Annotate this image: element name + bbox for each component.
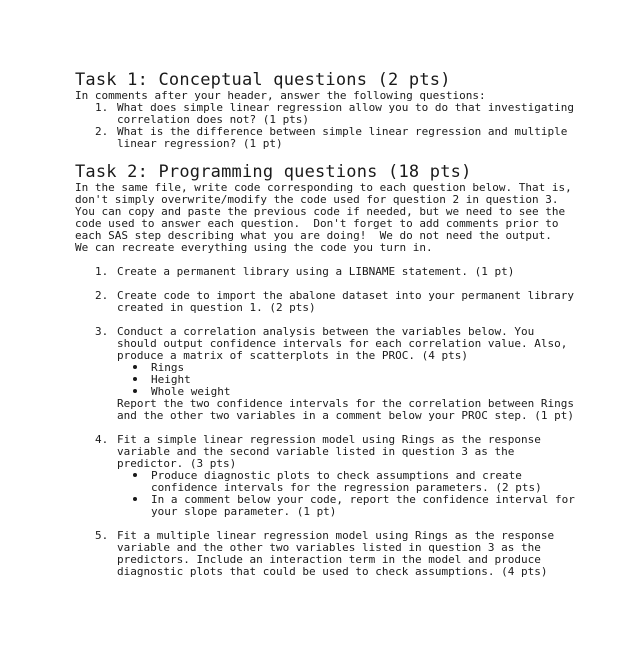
bullet-dot-icon (133, 389, 137, 393)
item-text: Fit a multiple linear regression model using Rings as the response variable and the other two variables listed in question 3 as the predictors. Include an interaction term in the model and produce diagnostic plots that could be used to check assumptions. (4 pts) (117, 529, 555, 578)
task2-intro: In the same file, write code corresponding to each question below. That is, don't simply overwrite/modify the code used for question 2 in question 3. You can copy and paste the previous code if needed, but we need to see the code used to answer each question. Don't forget to add comments prior to each SAS step describing what you are doing! We do not need the output. We can recreate everything using the code you turn in. (75, 181, 579, 254)
item-number: 4. (95, 433, 109, 446)
bullet-item: In a comment below your code, report the confidence interval for your slope parameter. (1 pt) (117, 494, 575, 518)
task2-item (75, 290, 575, 314)
task1-intro: In comments after your header, answer the following questions: (75, 89, 486, 102)
task1-question (75, 102, 575, 126)
item-text: Fit a simple linear regression model using Rings as the response variable and the second variable listed in question 3 as the predictor. (3 pts) (117, 433, 541, 470)
task2-item-list (75, 266, 575, 578)
bullet-item: Height (117, 374, 575, 386)
item-text: Conduct a correlation analysis between the variables below. You should output confidence intervals for each correlation value. Also, produce a matrix of scatterplots in the PROC. (4 pts) (117, 325, 568, 362)
bullet-dot-icon (133, 497, 137, 501)
question-number: 1. (95, 101, 109, 114)
item-number: 5. (95, 529, 109, 542)
task1-question-list (75, 102, 575, 150)
task1-question (75, 126, 575, 150)
item-followup-text: Report the two confidence intervals for the correlation between Rings and the other two variables in a comment below your PROC step. (1 pt) (117, 397, 574, 422)
document-page (75, 70, 579, 578)
bullet-dot-icon (133, 377, 137, 381)
item-text: Create code to import the abalone dataset into your permanent library created in question 1. (2 pts) (117, 289, 574, 314)
question-text: What is the difference between simple linear regression and multiple linear regression? (1 pt) (117, 125, 568, 150)
variable-bullet-list (117, 362, 575, 398)
subtask-bullet-list (117, 470, 575, 518)
task2-item (75, 434, 575, 518)
task2-item (75, 266, 575, 278)
item-number: 3. (95, 325, 109, 338)
task2-item (75, 530, 575, 578)
task2-item (75, 326, 575, 422)
bullet-item: Produce diagnostic plots to check assumptions and create confidence intervals for the regression parameters. (2 pts) (117, 470, 575, 494)
bullet-item: Rings (117, 362, 575, 374)
item-number: 1. (95, 265, 109, 278)
item-text: Create a permanent library using a LIBNAME statement. (1 pt) (117, 265, 515, 278)
bullet-item: Whole weight (117, 386, 575, 398)
question-text: What does simple linear regression allow you to do that investigating correlation does not? (1 pts) (117, 101, 574, 126)
task2-heading: Task 2: Programming questions (18 pts) (75, 162, 472, 182)
question-number: 2. (95, 125, 109, 138)
bullet-dot-icon (133, 365, 137, 369)
bullet-dot-icon (133, 473, 137, 477)
task1-heading: Task 1: Conceptual questions (2 pts) (75, 70, 451, 90)
item-number: 2. (95, 289, 109, 302)
